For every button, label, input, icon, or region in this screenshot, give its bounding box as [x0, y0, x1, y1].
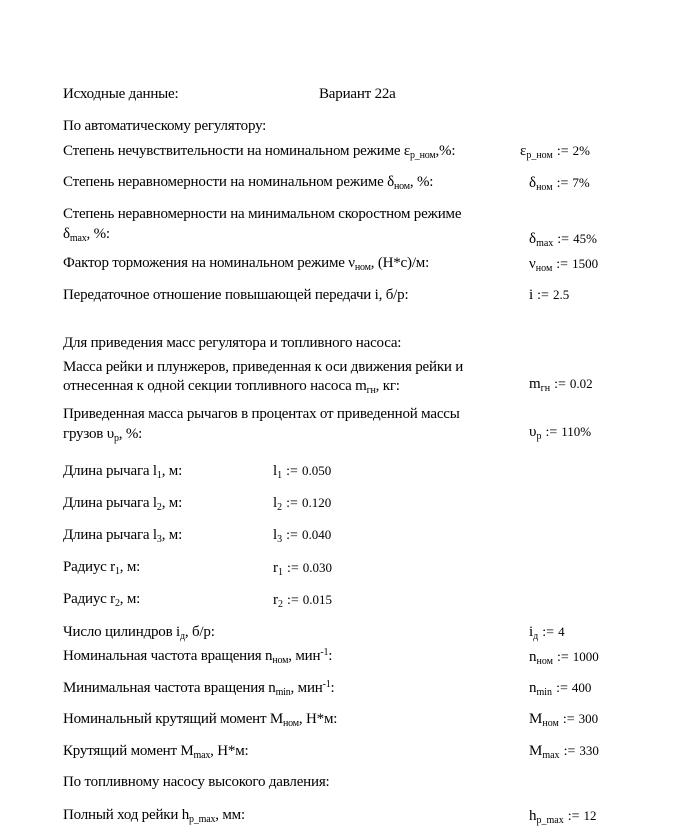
section-regulator: По автоматическому регулятору:	[63, 118, 267, 134]
header-title: Исходные данные:	[63, 86, 179, 102]
label-deltamax-line1: Степень неравномерности на минимальном скоростном режиме	[63, 206, 462, 222]
label-mgn-line1: Масса рейки и плунжеров, приведенная к оси движения рейки и	[63, 359, 464, 375]
formula-deltamax: $\delta_{max}$ := 45%	[529, 231, 597, 249]
label-r1: Радиус $r_1$, м:	[63, 559, 141, 577]
section-pump: По топливному насосу высокого давления:	[63, 774, 330, 790]
label-nmin: Минимальная частота вращения $n_{min}$, мин$^{-1}$:	[63, 679, 335, 698]
formula-l3: $l_3$ := 0.040	[273, 527, 332, 545]
formula-eps: $\varepsilon_{р\_ном}$ := 2%	[520, 143, 590, 161]
formula-nu: $\nu_{ном}$ := 1500	[529, 256, 599, 274]
label-mnom: Номинальный крутящий момент $M_{ном}$, Н*м:	[63, 711, 338, 729]
label-nnom: Номинальная частота вращения $n_{ном}$, мин$^{-1}$:	[63, 647, 333, 666]
label-up-line1: Приведенная масса рычагов в процентах от приведенной массы	[63, 406, 460, 422]
formula-id: $i_д$ := 4	[529, 624, 565, 642]
label-up-line2: грузов $\upsilon_р$, %:	[63, 426, 143, 444]
label-l1: Длина рычага $l_1$, м:	[63, 463, 183, 481]
formula-mnom: $M_{ном}$ := 300	[529, 711, 599, 729]
label-i: Передаточное отношение повышающей передачи i, б/р:	[63, 287, 409, 303]
label-eps: Степень нечувствительности на номинальном режиме $\varepsilon_{р\_ном},\%$:	[63, 143, 456, 161]
label-r2: Радиус $r_2$, м:	[63, 591, 141, 609]
formula-l2: $l_2$ := 0.120	[273, 495, 332, 513]
formula-l1: $l_1$ := 0.050	[273, 463, 332, 481]
label-delta: Степень неравномерности на номинальном режиме $\delta_{ном}$, %:	[63, 174, 434, 192]
label-deltamax-line2: $\delta_{max}$, %:	[63, 226, 110, 244]
formula-mgn: $m_{гн}$ := 0.02	[529, 376, 593, 394]
label-mgn-line2: отнесенная к одной секции топливного насоса $m_{гн}$, кг:	[63, 378, 400, 396]
formula-mmax: $M_{max}$ := 330	[529, 743, 599, 761]
variant-label: Вариант 22а	[319, 86, 396, 102]
section-masses: Для приведения масс регулятора и топливного насоса:	[63, 335, 402, 351]
label-id: Число цилиндров $i_д$, б/р:	[63, 624, 215, 642]
label-mmax: Крутящий момент $M_{max}$, Н*м:	[63, 743, 249, 761]
formula-r1: $r_1$ := 0.030	[273, 560, 333, 578]
label-l3: Длина рычага $l_3$, м:	[63, 527, 183, 545]
formula-nnom: $n_{ном}$ := 1000	[529, 649, 599, 667]
formula-i: i := 2.5	[529, 287, 570, 303]
formula-nmin: $n_{min}$ := 400	[529, 680, 592, 698]
label-l2: Длина рычага $l_2$, м:	[63, 495, 183, 513]
label-hp: Полный ход рейки $h_{р\_max}$, мм:	[63, 807, 245, 825]
formula-delta: $\delta_{ном}$ := 7%	[529, 175, 590, 193]
formula-r2: $r_2$ := 0.015	[273, 592, 333, 610]
formula-up: $\upsilon_р$ := 110%	[529, 424, 592, 442]
label-nu: Фактор торможения на номинальном режиме $\nu_{ном}$, (Н*с)/м:	[63, 255, 430, 273]
formula-hp: $h_{р\_max}$ := 12	[529, 808, 597, 826]
